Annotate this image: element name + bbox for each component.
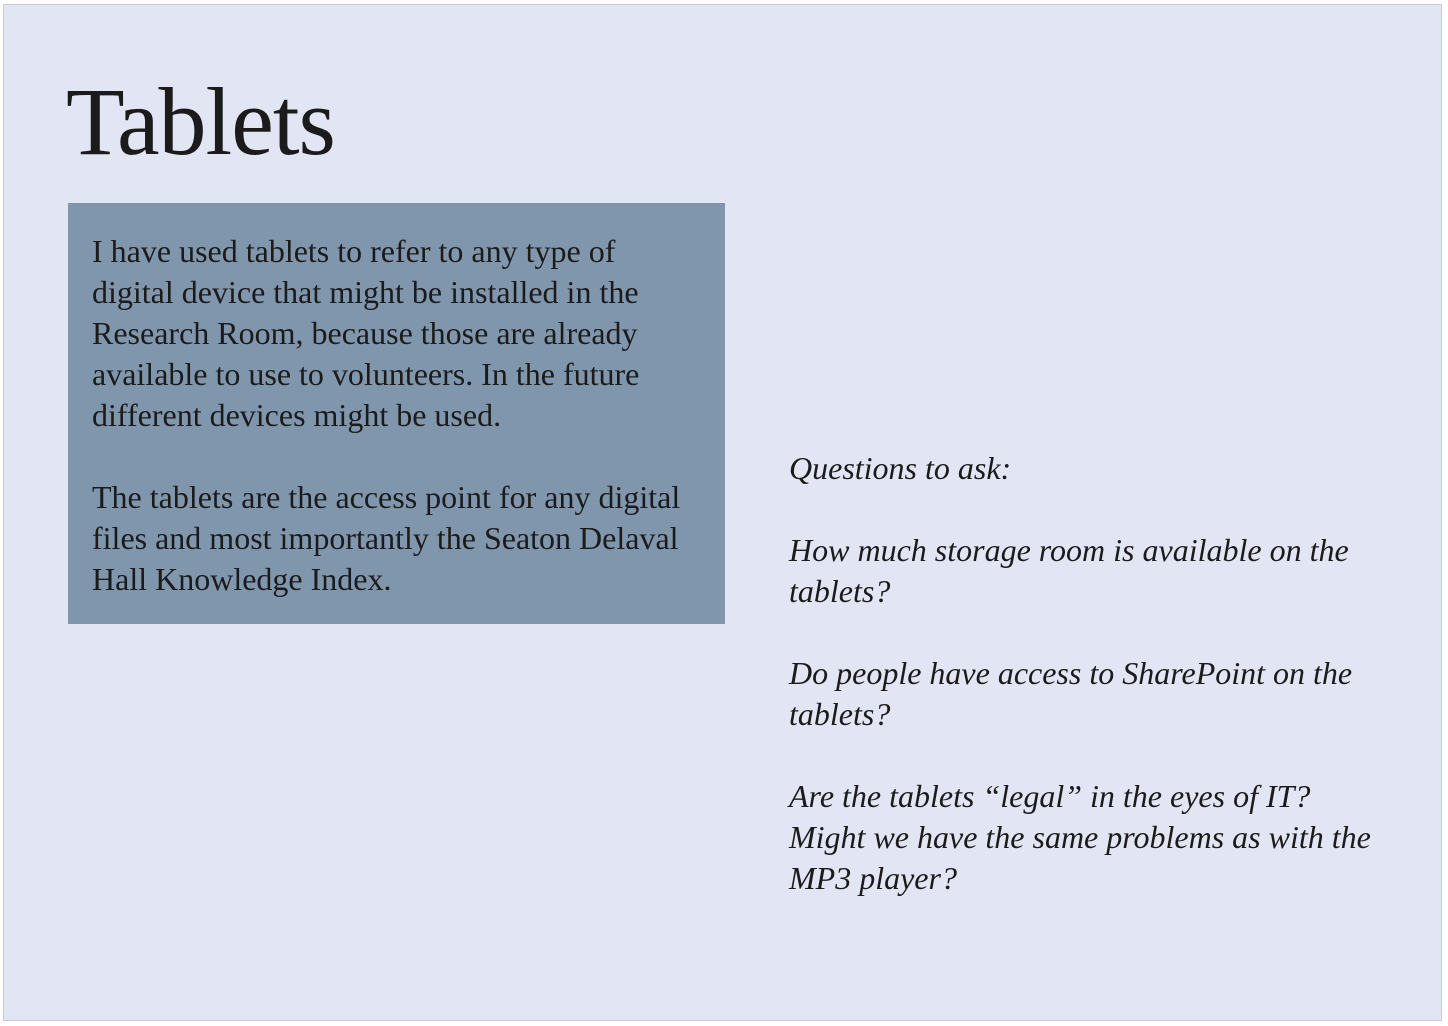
question-storage: How much storage room is available on the tablets?	[789, 532, 1349, 609]
info-box	[68, 203, 725, 624]
questions-section	[789, 448, 1389, 899]
questions-heading: Questions to ask:	[789, 450, 1012, 486]
question-sharepoint: Do people have access to SharePoint on the tablets?	[789, 655, 1353, 732]
info-paragraph-1: I have used tablets to refer to any type of digital device that might be installed in the Research Room, because those are already available to use to volunteers. In the future different devices might be used.	[92, 233, 640, 433]
info-paragraph-2: The tablets are the access point for any digital files and most importantly the Seaton Delaval Hall Knowledge Index.	[92, 479, 681, 597]
slide	[3, 4, 1442, 1021]
question-legal-it: Are the tablets “legal” in the eyes of IT? Might we have the same problems as with the MP3 player?	[789, 778, 1371, 896]
slide-title: Tablets	[66, 68, 335, 175]
